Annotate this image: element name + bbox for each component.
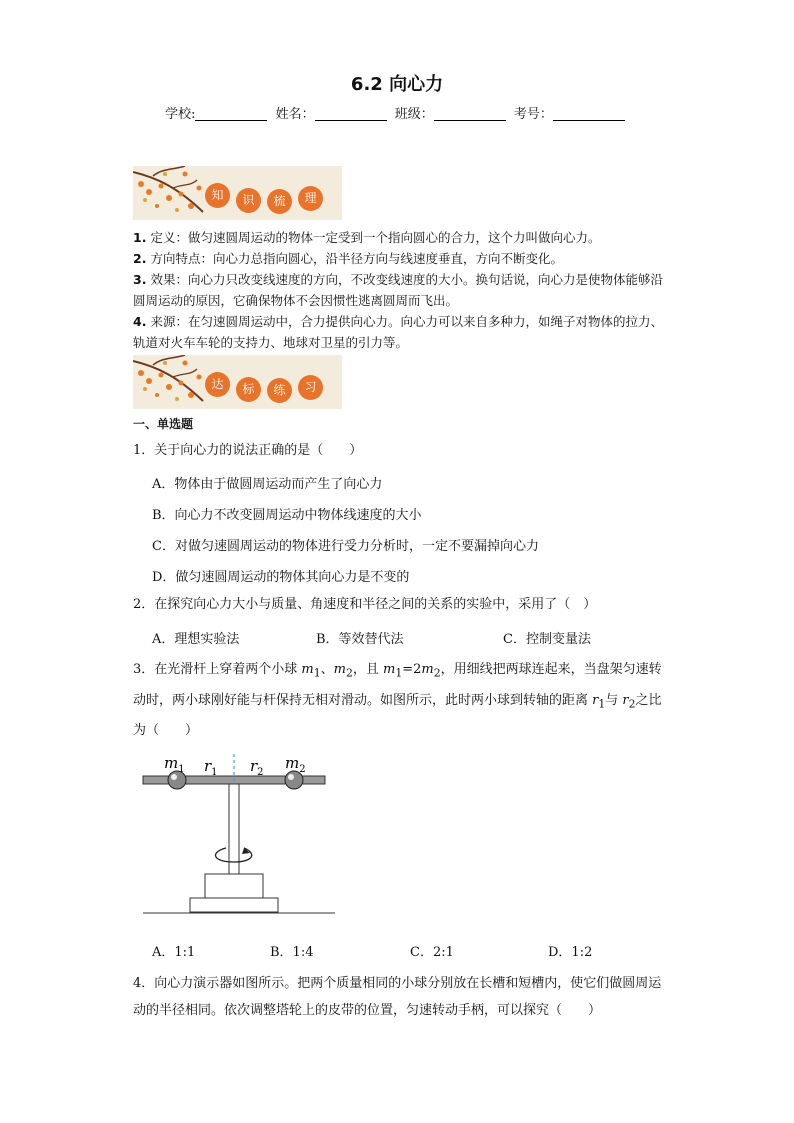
- q2-option-a[interactable]: A．理想实验法: [152, 632, 240, 647]
- base-upper: [205, 874, 263, 898]
- exam-no-label: 考号：: [513, 107, 553, 122]
- banner-char-1: 知: [205, 183, 230, 208]
- q3-option-c[interactable]: C．2:1: [410, 945, 454, 960]
- question-1-stem: 1．关于向心力的说法正确的是（ ）: [133, 443, 363, 458]
- ball-m2-highlight: [288, 774, 294, 780]
- school-label: 学校:: [165, 107, 196, 122]
- q2-option-b[interactable]: B．等效替代法: [316, 632, 404, 647]
- q1-option-b[interactable]: B．向心力不改变圆周运动中物体线速度的大小: [152, 508, 422, 523]
- banner-char-4: 理: [298, 186, 323, 211]
- q3-option-d[interactable]: D．1:2: [548, 945, 593, 960]
- banner-char-1: 达: [205, 372, 230, 397]
- class-label: 班级：: [394, 107, 434, 122]
- q3-option-a[interactable]: A．1:1: [152, 945, 196, 960]
- banner-char-3: 练: [267, 378, 292, 403]
- label-m2: $m_2$: [285, 754, 306, 775]
- label-m1: $m_1$: [164, 754, 185, 775]
- kp-num: 2.: [133, 251, 147, 266]
- student-info-row: [0, 103, 794, 122]
- school-blank[interactable]: [195, 107, 267, 121]
- name-label: 姓名：: [275, 107, 315, 122]
- class-blank[interactable]: [434, 107, 506, 121]
- q1-option-c[interactable]: C．对做匀速圆周运动的物体进行受力分析时，一定不要漏掉向心力: [152, 539, 539, 554]
- banner-char-4: 习: [298, 375, 323, 400]
- name-blank[interactable]: [315, 107, 387, 121]
- vertical-shaft: [229, 784, 239, 874]
- banner-char-2: 识: [236, 188, 261, 213]
- banner-practice: [133, 355, 342, 409]
- kp-num: 1.: [133, 230, 147, 245]
- banner-char-2: 标: [236, 377, 261, 402]
- exam-no-blank[interactable]: [553, 107, 625, 121]
- knowledge-point-2: [133, 248, 663, 269]
- question-4-stem: 4．向心力演示器如图所示。把两个质量相同的小球分别放在长槽和短槽内，使它们做圆周运动的半径相同。依次调整塔轮上的皮带的位置，匀速转动手柄，可以探究（ ）: [133, 976, 662, 1018]
- kp-text: 效果：向心力只改变线速度的方向，不改变线速度的大小。换句话说，向心力是使物体能够沿圆周运动的原因，它确保物体不会因惯性逃离圆周而飞出。: [133, 272, 663, 308]
- kp-text: 来源：在匀速圆周运动中，合力提供向心力。向心力可以来自多种力，如绳子对物体的拉力、轨道对火车车轮的支持力、地球对卫星的引力等。: [133, 314, 663, 350]
- section-title: 一、单选题: [133, 417, 194, 431]
- q1-option-a[interactable]: A．物体由于做圆周运动而产生了向心力: [152, 477, 383, 492]
- q3-option-b[interactable]: B．1:4: [270, 945, 314, 960]
- question-2-stem: 2．在探究向心力大小与质量、角速度和半径之间的关系的实验中，采用了（ ）: [133, 597, 597, 612]
- rotating-rod-figure: [140, 754, 340, 919]
- banner-knowledge: [133, 166, 342, 220]
- kp-num: 4.: [133, 314, 147, 329]
- q1-option-d[interactable]: D．做匀速圆周运动的物体其向心力是不变的: [152, 570, 410, 585]
- label-r1: $r_1$: [204, 757, 218, 778]
- knowledge-point-4: [133, 311, 663, 353]
- q2-option-c[interactable]: C．控制变量法: [503, 632, 591, 647]
- knowledge-point-1: [133, 227, 663, 248]
- kp-text: 方向特点：向心力总指向圆心，沿半径方向与线速度垂直，方向不断变化。: [150, 251, 563, 266]
- banner-char-3: 梳: [267, 189, 292, 214]
- ball-m1-highlight: [171, 774, 177, 780]
- kp-num: 3.: [133, 272, 147, 287]
- page-title: 6.2 向心力: [350, 74, 444, 95]
- label-r2: $r_2$: [250, 757, 264, 778]
- base-lower: [190, 898, 278, 912]
- question-3-stem: 3．在光滑杆上穿着两个小球 $m_1$、$m_2$，且 $m_1=2m_2$，用细线把两球连起来，当盘架匀速转动时，两小球刚好能与杆保持无相对滑动。如图所示，此时两小球到转轴的距离 $r_1$与 $r_2$之比为（ ）: [133, 662, 662, 739]
- kp-text: 定义：做匀速圆周运动的物体一定受到一个指向圆心的合力，这个力叫做向心力。: [150, 230, 601, 245]
- knowledge-point-3: [133, 269, 663, 311]
